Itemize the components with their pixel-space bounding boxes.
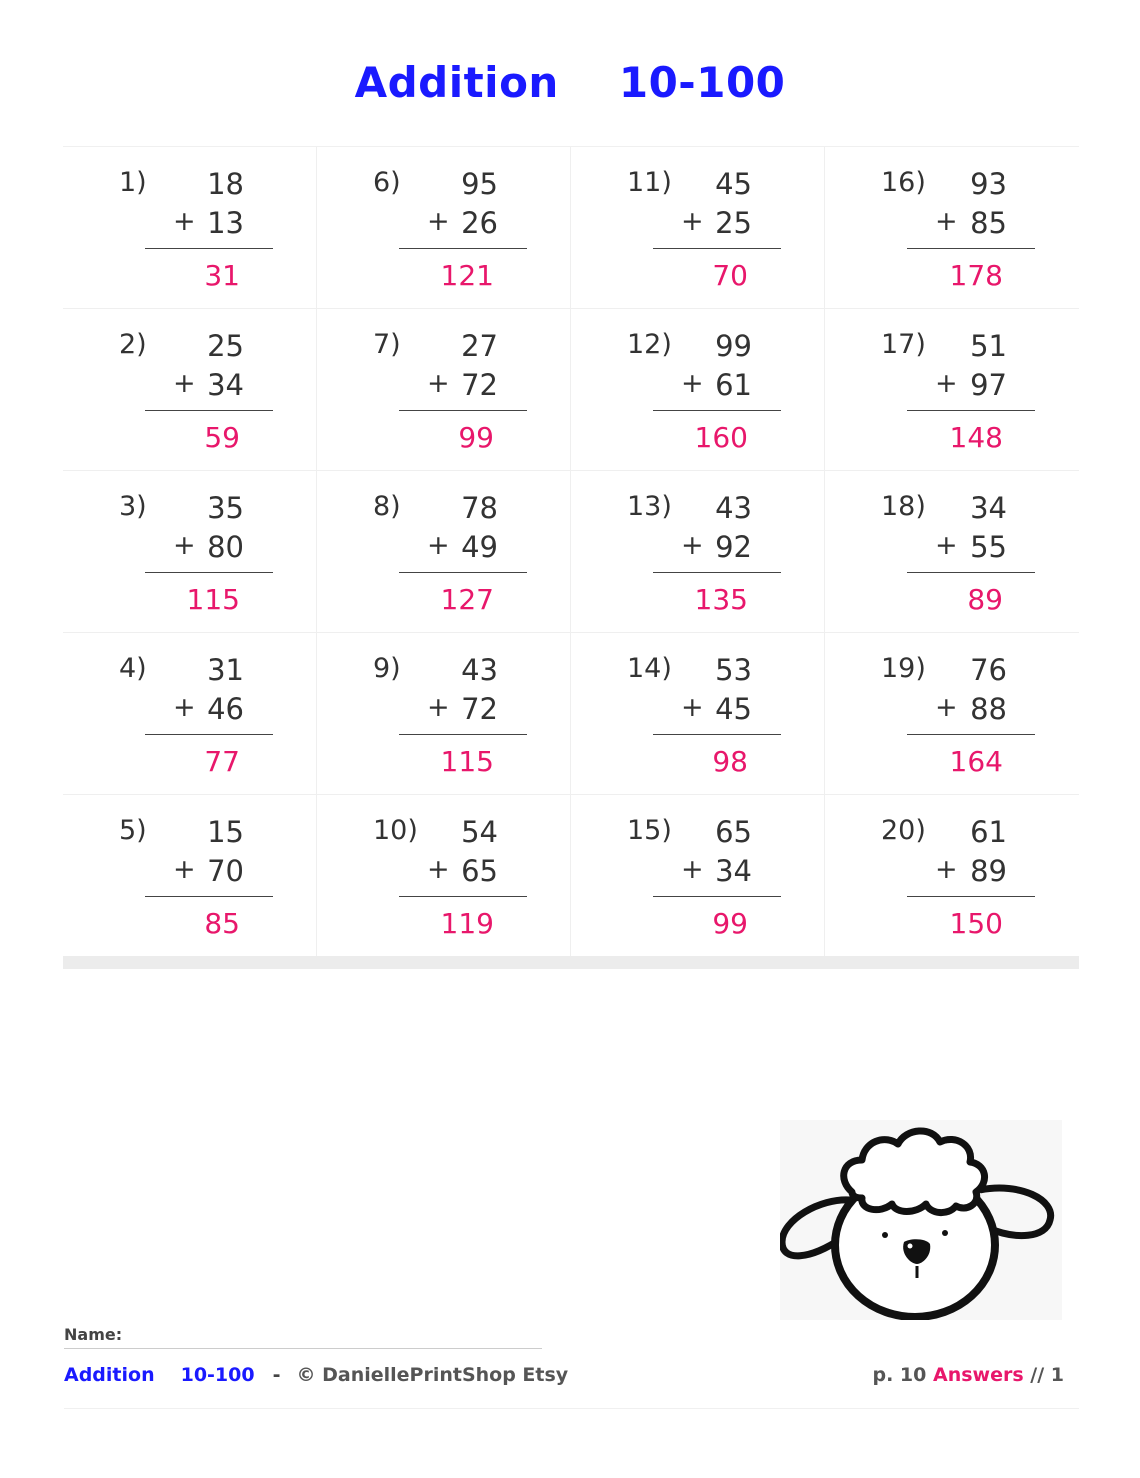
sum-rule [145, 734, 273, 735]
problem-cell [63, 147, 317, 309]
problem-number: 10) [373, 815, 418, 846]
problem-number: 19) [881, 653, 926, 684]
addend-top: 27 [461, 329, 498, 363]
problem-number: 15) [627, 815, 672, 846]
sum-rule [399, 248, 527, 249]
addend-top: 43 [715, 491, 752, 525]
footer-range: 10-100 [180, 1364, 255, 1386]
problem-cell [317, 309, 571, 471]
answer: 115 [186, 583, 240, 616]
plus-sign: + [681, 692, 704, 723]
problem-number: 5) [119, 815, 147, 846]
answer: 119 [440, 907, 494, 940]
answer: 99 [712, 907, 748, 940]
answer: 99 [458, 421, 494, 454]
problem-cell [825, 633, 1079, 795]
plus-sign: + [173, 692, 196, 723]
addend-bottom: 85 [970, 206, 1007, 240]
problem-cell [63, 795, 317, 957]
problem-cell [571, 147, 825, 309]
sum-rule [145, 896, 273, 897]
footer-divider [64, 1408, 1079, 1409]
problem-cell [825, 309, 1079, 471]
problem-number: 9) [373, 653, 401, 684]
addend-bottom: 72 [461, 692, 498, 726]
problem-cell [571, 633, 825, 795]
problem-number: 17) [881, 329, 926, 360]
plus-sign: + [681, 368, 704, 399]
problem-number: 20) [881, 815, 926, 846]
sum-rule [145, 572, 273, 573]
problem-cell [63, 471, 317, 633]
addend-top: 95 [461, 167, 498, 201]
plus-sign: + [681, 854, 704, 885]
problem-cell [825, 795, 1079, 957]
problem-grid [63, 146, 1079, 957]
answer: 148 [949, 421, 1003, 454]
title-word: Addition [354, 58, 559, 107]
answer: 121 [440, 259, 494, 292]
name-field-line [64, 1348, 542, 1349]
addend-bottom: 72 [461, 368, 498, 402]
sum-rule [399, 572, 527, 573]
sum-rule [145, 248, 273, 249]
plus-sign: + [681, 206, 704, 237]
addend-bottom: 13 [207, 206, 244, 240]
problem-number: 2) [119, 329, 147, 360]
problem-number: 11) [627, 167, 672, 198]
footer-left [64, 1364, 568, 1386]
title-range: 10-100 [618, 58, 786, 107]
problem-number: 12) [627, 329, 672, 360]
addend-bottom: 88 [970, 692, 1007, 726]
addend-bottom: 25 [715, 206, 752, 240]
plus-sign: + [427, 206, 450, 237]
addend-bottom: 55 [970, 530, 1007, 564]
plus-sign: + [427, 854, 450, 885]
answer: 89 [967, 583, 1003, 616]
sheep-illustration [780, 1120, 1062, 1320]
addend-top: 43 [461, 653, 498, 687]
plus-sign: + [935, 854, 958, 885]
problem-number: 6) [373, 167, 401, 198]
problem-cell [571, 309, 825, 471]
answer: 127 [440, 583, 494, 616]
footer-page [872, 1364, 1064, 1386]
addend-top: 78 [461, 491, 498, 525]
sum-rule [907, 734, 1035, 735]
plus-sign: + [427, 368, 450, 399]
problem-number: 8) [373, 491, 401, 522]
problem-cell [63, 309, 317, 471]
sum-rule [907, 896, 1035, 897]
problem-cell [63, 633, 317, 795]
sum-rule [399, 896, 527, 897]
sum-rule [907, 410, 1035, 411]
answer: 31 [204, 259, 240, 292]
plus-sign: + [681, 530, 704, 561]
problem-cell [825, 147, 1079, 309]
addend-top: 54 [461, 815, 498, 849]
plus-sign: + [427, 692, 450, 723]
addend-bottom: 65 [461, 854, 498, 888]
page-prefix: p. 10 [872, 1364, 927, 1386]
answer: 98 [712, 745, 748, 778]
addend-bottom: 46 [207, 692, 244, 726]
problem-number: 7) [373, 329, 401, 360]
answer: 135 [694, 583, 748, 616]
addend-bottom: 26 [461, 206, 498, 240]
problem-number: 13) [627, 491, 672, 522]
problem-cell [317, 471, 571, 633]
plus-sign: + [173, 854, 196, 885]
problem-number: 18) [881, 491, 926, 522]
addend-bottom: 97 [970, 368, 1007, 402]
sum-rule [399, 410, 527, 411]
problem-cell [317, 147, 571, 309]
answer: 70 [712, 259, 748, 292]
addend-top: 35 [207, 491, 244, 525]
page-title [0, 58, 1140, 107]
grid-bottom-bar [63, 956, 1079, 969]
answer: 164 [949, 745, 1003, 778]
answer: 85 [204, 907, 240, 940]
answer: 77 [204, 745, 240, 778]
problem-number: 1) [119, 167, 147, 198]
addend-top: 61 [970, 815, 1007, 849]
addend-bottom: 49 [461, 530, 498, 564]
answer: 150 [949, 907, 1003, 940]
sum-rule [907, 572, 1035, 573]
sum-rule [653, 734, 781, 735]
addend-top: 76 [970, 653, 1007, 687]
plus-sign: + [935, 692, 958, 723]
addend-bottom: 61 [715, 368, 752, 402]
plus-sign: + [935, 206, 958, 237]
addend-top: 99 [715, 329, 752, 363]
sum-rule [653, 410, 781, 411]
problem-number: 4) [119, 653, 147, 684]
sum-rule [399, 734, 527, 735]
addend-top: 45 [715, 167, 752, 201]
sheep-icon [780, 1120, 1062, 1320]
plus-sign: + [427, 530, 450, 561]
addend-bottom: 80 [207, 530, 244, 564]
addend-bottom: 34 [715, 854, 752, 888]
addend-top: 51 [970, 329, 1007, 363]
addend-bottom: 45 [715, 692, 752, 726]
plus-sign: + [173, 530, 196, 561]
problem-cell [571, 471, 825, 633]
answers-label: Answers [932, 1364, 1024, 1386]
sum-rule [653, 896, 781, 897]
plus-sign: + [935, 368, 958, 399]
sum-rule [907, 248, 1035, 249]
answer: 160 [694, 421, 748, 454]
sum-rule [653, 572, 781, 573]
answer: 178 [949, 259, 1003, 292]
answer: 59 [204, 421, 240, 454]
sum-rule [145, 410, 273, 411]
problem-cell [317, 633, 571, 795]
problem-number: 3) [119, 491, 147, 522]
footer-credit: © DaniellePrintShop Etsy [296, 1364, 569, 1386]
name-field-label: Name: [64, 1325, 123, 1344]
addend-top: 34 [970, 491, 1007, 525]
plus-sign: + [935, 530, 958, 561]
addend-top: 93 [970, 167, 1007, 201]
addend-bottom: 92 [715, 530, 752, 564]
plus-sign: + [173, 206, 196, 237]
addend-bottom: 34 [207, 368, 244, 402]
sum-rule [653, 248, 781, 249]
page-suffix: // 1 [1030, 1364, 1064, 1386]
addend-top: 15 [207, 815, 244, 849]
addend-top: 31 [207, 653, 244, 687]
plus-sign: + [173, 368, 196, 399]
footer-word: Addition [64, 1364, 155, 1386]
problem-cell [317, 795, 571, 957]
problem-cell [825, 471, 1079, 633]
problem-cell [571, 795, 825, 957]
answer: 115 [440, 745, 494, 778]
addend-top: 18 [207, 167, 244, 201]
addend-top: 25 [207, 329, 244, 363]
addend-top: 65 [715, 815, 752, 849]
addend-top: 53 [715, 653, 752, 687]
footer-dash: - [272, 1364, 281, 1386]
addend-bottom: 89 [970, 854, 1007, 888]
problem-number: 16) [881, 167, 926, 198]
addend-bottom: 70 [207, 854, 244, 888]
problem-number: 14) [627, 653, 672, 684]
